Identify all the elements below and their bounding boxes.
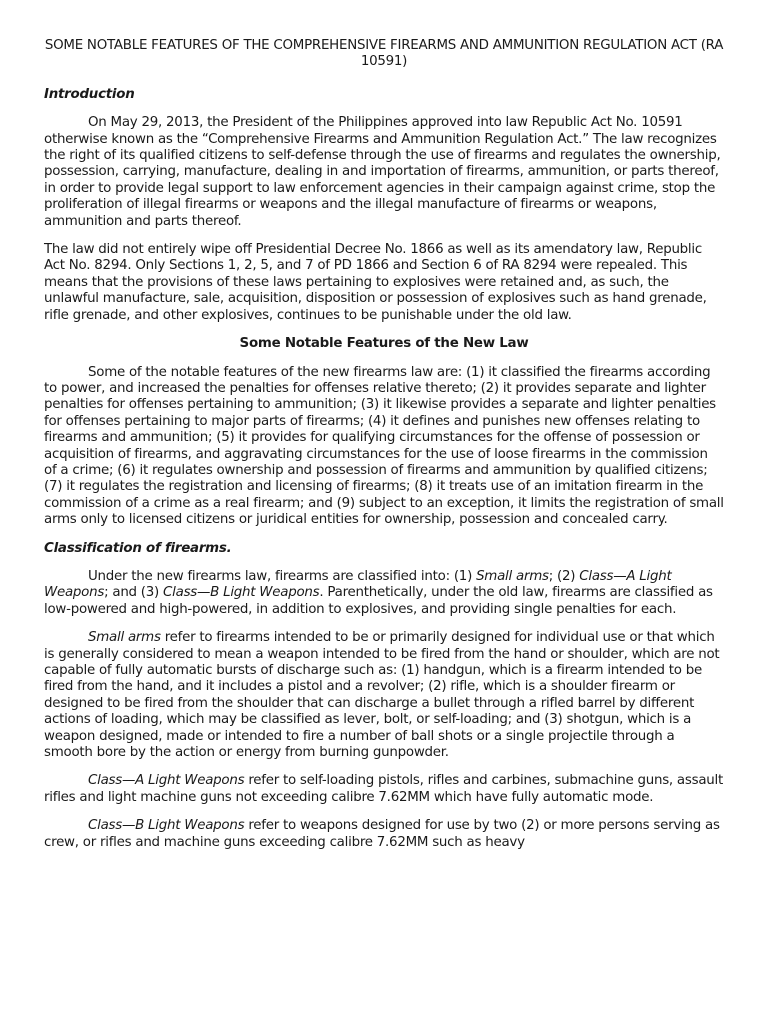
class-a-definition: refer to self-loading pistols, rifles and carbines, submachine guns, assault rifles and light machine guns not exceeding calibre 7.62MM which have fully automatic mode. — [44, 773, 723, 805]
document-page — [44, 38, 724, 863]
class-p1-text-a: Under the new firearms law, firearms are classified into: (1) — [88, 568, 477, 584]
small-arms-term: Small arms — [88, 630, 161, 646]
classification-paragraph-4 — [44, 818, 724, 851]
small-arms-definition: refer to firearms intended to be or primarily designed for individual use or that which is generally considered to mean a weapon intended to be fired from the hand or shoulder, which are not capable of fully automatic bursts of discharge such as: (1) handgun, which is a firearm intended to be fired from the hand, and it includes a pistol and a revolver; (2) rifle, which is a shoulder firearm or designed to be fired from the shoulder that can discharge a bullet through a rifled barrel by different actions of loading, which may be classified as lever, bolt, or self-loading; and (3) shotgun, which is a weapon designed, made or intended to fire a number of ball shots or a single projectile through a smooth bore by the action or energy from burning gunpowder. — [44, 630, 720, 761]
features-paragraph: Some of the notable features of the new firearms law are: (1) it classified the firearms according to power, and increased the penalties for offenses relative thereto; (2) it provides separate and lighter penalties for offenses pertaining to ammunition; (3) it likewise provides a separate and lighter penalties for offenses pertaining to major parts of firearms; (4) it defines and punishes new offenses relating to firearms and ammunition; (5) it provides for qualifying circumstances for the offense of possession or acquisition of firearms, and aggravating circumstances for the use of loose firearms in the commission of a crime; (6) it regulates ownership and possession of firearms and ammunition by qualified citizens; (7) it regulates the registration and licensing of firearms; (8) it treats use of an imitation firearm in the commission of a crime as a real firearm; and (9) subject to an exception, it limits the registration of small arms only to licensed citizens or juridical entities for ownership, possession and concealed carry. — [44, 364, 724, 528]
intro-paragraph-1: On May 29, 2013, the President of the Philippines approved into law Republic Act No. 10591 otherwise known as the “Comprehensive Firearms and Ammunition Regulation Act.” The law recognizes the right of its qualified citizens to self-defense through the use of firearms and regulates the ownership, possession, carrying, manufacture, dealing in and importation of firearms, ammunition, or parts thereof, in order to provide legal support to law enforcement agencies in their campaign against crime, stop the proliferation of illegal firearms or weapons and the illegal manufacture of firearms or weapons, ammunition and parts thereof. — [44, 115, 721, 229]
term-class-a: Class—A Light Weapons — [44, 568, 672, 601]
class-p1-text-g: . Parenthetically, under the old law, firearms are classified as low-powered and high-powered, in addition to explosives, and providing single penalties for each. — [44, 585, 713, 617]
class-a-term: Class—A Light Weapons — [88, 773, 245, 789]
class-b-definition: refer to weapons designed for use by two (2) or more persons serving as crew, or rifles and machine guns exceeding calibre 7.62MM such as heavy — [44, 818, 720, 850]
document-title: SOME NOTABLE FEATURES OF THE COMPREHENSIVE FIREARMS AND AMMUNITION REGULATION ACT (RA 10591) — [44, 38, 724, 70]
introduction-heading: Introduction — [44, 86, 135, 102]
features-heading: Some Notable Features of the New Law — [239, 336, 529, 352]
term-small-arms: Small arms — [476, 568, 549, 584]
classification-heading: Classification of firearms. — [44, 540, 232, 556]
classification-paragraph-3 — [44, 773, 724, 806]
class-b-term: Class—B Light Weapons — [88, 818, 245, 834]
term-class-b: Class—B Light Weapons — [163, 585, 320, 601]
class-p1-text-e: ; and (3) — [104, 585, 164, 601]
intro-paragraph-2: The law did not entirely wipe off Presidential Decree No. 1866 as well as its amendatory law, Republic Act No. 8294. Only Sections 1, 2, 5, and 7 of PD 1866 and Section 6 of RA 8294 were repealed. This means that the provisions of these laws pertaining to explosives were retained and, as such, the unlawful manufacture, sale, acquisition, disposition or possession of explosives such as hand grenade, rifle grenade, and other explosives, continues to be punishable under the old law. — [44, 242, 707, 323]
classification-paragraph-1 — [44, 569, 724, 618]
class-p1-text-c: ; (2) — [548, 568, 580, 584]
classification-paragraph-2 — [44, 630, 724, 761]
